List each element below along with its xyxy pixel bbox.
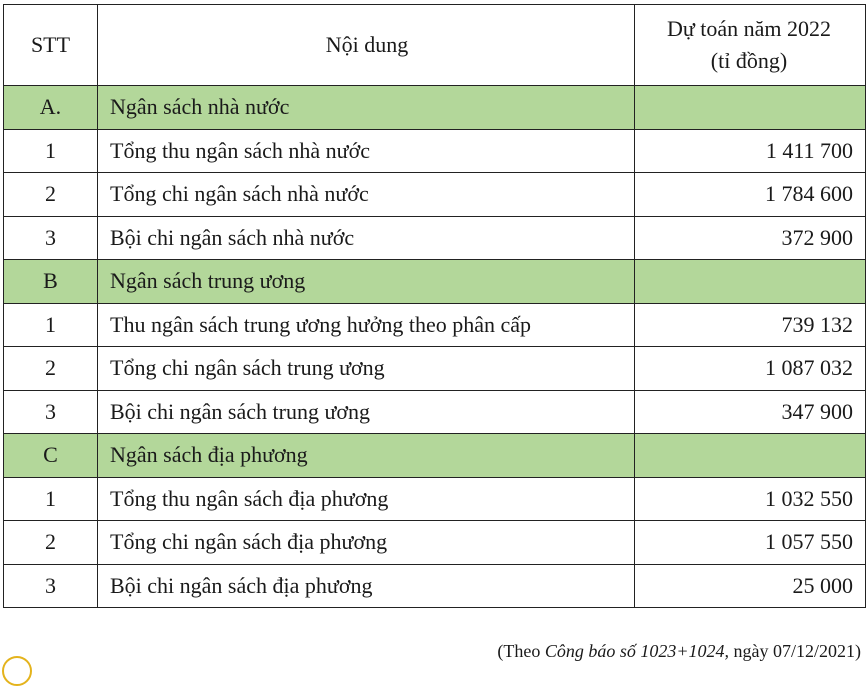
logo-icon — [2, 656, 32, 686]
source-suffix: ngày 07/12/2021) — [729, 641, 861, 661]
cell-stt: 2 — [4, 347, 98, 391]
cell-value: 1 057 550 — [635, 521, 866, 565]
cell-content: Bội chi ngân sách nhà nước — [98, 216, 635, 260]
source-note — [497, 641, 861, 662]
cell-content: Tổng chi ngân sách địa phương — [98, 521, 635, 565]
cell-stt: A. — [4, 86, 98, 130]
source-publication: Công báo số 1023+1024, — [544, 641, 729, 661]
table-header-row — [4, 5, 866, 86]
cell-value: 1 087 032 — [635, 347, 866, 391]
table-row — [4, 303, 866, 347]
header-stt: STT — [4, 5, 98, 86]
cell-content: Bội chi ngân sách trung ương — [98, 390, 635, 434]
cell-value: 1 411 700 — [635, 129, 866, 173]
header-content: Nội dung — [98, 5, 635, 86]
table-row — [4, 477, 866, 521]
section-row — [4, 86, 866, 130]
cell-value — [635, 434, 866, 478]
cell-content: Thu ngân sách trung ương hưởng theo phân cấp — [98, 303, 635, 347]
cell-value: 372 900 — [635, 216, 866, 260]
table-row — [4, 173, 866, 217]
cell-stt: 1 — [4, 129, 98, 173]
section-row — [4, 260, 866, 304]
header-value — [635, 5, 866, 86]
cell-content: Tổng thu ngân sách nhà nước — [98, 129, 635, 173]
cell-content: Ngân sách nhà nước — [98, 86, 635, 130]
cell-stt: 3 — [4, 216, 98, 260]
cell-stt: B — [4, 260, 98, 304]
table-row — [4, 129, 866, 173]
cell-stt: 2 — [4, 521, 98, 565]
table-row — [4, 390, 866, 434]
cell-stt: 3 — [4, 564, 98, 608]
table-row — [4, 521, 866, 565]
cell-stt: 1 — [4, 477, 98, 521]
table-body — [4, 86, 866, 608]
cell-stt: 1 — [4, 303, 98, 347]
cell-content: Bội chi ngân sách địa phương — [98, 564, 635, 608]
table-row — [4, 564, 866, 608]
cell-value — [635, 260, 866, 304]
cell-value: 347 900 — [635, 390, 866, 434]
cell-content: Tổng chi ngân sách nhà nước — [98, 173, 635, 217]
budget-table — [3, 4, 866, 608]
cell-stt: 3 — [4, 390, 98, 434]
table-row — [4, 216, 866, 260]
cell-value: 739 132 — [635, 303, 866, 347]
cell-content: Tổng chi ngân sách trung ương — [98, 347, 635, 391]
cell-content: Ngân sách trung ương — [98, 260, 635, 304]
cell-value: 1 032 550 — [635, 477, 866, 521]
source-prefix: (Theo — [497, 641, 545, 661]
section-row — [4, 434, 866, 478]
cell-content: Ngân sách địa phương — [98, 434, 635, 478]
header-value-line1: Dự toán năm 2022 — [666, 16, 832, 41]
cell-value — [635, 86, 866, 130]
header-value-line2: (tỉ đồng) — [710, 48, 788, 73]
cell-value: 25 000 — [635, 564, 866, 608]
cell-value: 1 784 600 — [635, 173, 866, 217]
table-row — [4, 347, 866, 391]
cell-content: Tổng thu ngân sách địa phương — [98, 477, 635, 521]
cell-stt: C — [4, 434, 98, 478]
cell-stt: 2 — [4, 173, 98, 217]
